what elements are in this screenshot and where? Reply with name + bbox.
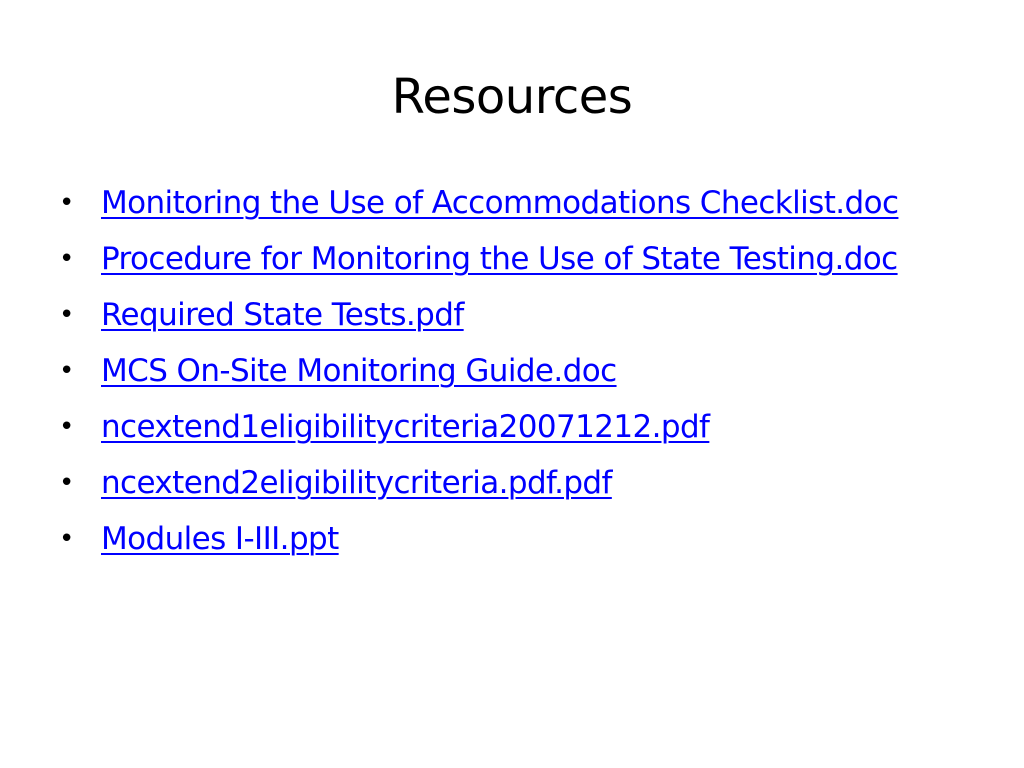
resource-link-modules-ppt[interactable]: Modules I-III.ppt bbox=[101, 521, 339, 557]
list-item bbox=[0, 460, 1024, 506]
list-item bbox=[0, 404, 1024, 450]
list-item bbox=[0, 348, 1024, 394]
slide-title: Resources bbox=[391, 69, 633, 125]
list-item bbox=[0, 516, 1024, 562]
resource-link-required-state-tests[interactable]: Required State Tests.pdf bbox=[101, 297, 464, 333]
resource-link-ncextend2-criteria[interactable]: ncextend2eligibilitycriteria.pdf.pdf bbox=[101, 465, 612, 501]
bullet-icon: • bbox=[59, 356, 74, 386]
bullet-icon: • bbox=[59, 468, 74, 498]
resource-link-mcs-monitoring-guide[interactable]: MCS On-Site Monitoring Guide.doc bbox=[101, 353, 617, 389]
resource-link-accommodations-checklist[interactable]: Monitoring the Use of Accommodations Checklist.doc bbox=[101, 185, 899, 221]
list-item bbox=[0, 180, 1024, 226]
resource-link-state-testing-procedure[interactable]: Procedure for Monitoring the Use of State Testing.doc bbox=[101, 241, 898, 277]
list-item bbox=[0, 236, 1024, 282]
bullet-icon: • bbox=[59, 524, 74, 554]
resource-link-list bbox=[0, 180, 1024, 572]
bullet-icon: • bbox=[59, 188, 74, 218]
resource-link-ncextend1-criteria[interactable]: ncextend1eligibilitycriteria20071212.pdf bbox=[101, 409, 710, 445]
bullet-icon: • bbox=[59, 412, 74, 442]
bullet-icon: • bbox=[59, 244, 74, 274]
list-item bbox=[0, 292, 1024, 338]
bullet-icon: • bbox=[59, 300, 74, 330]
